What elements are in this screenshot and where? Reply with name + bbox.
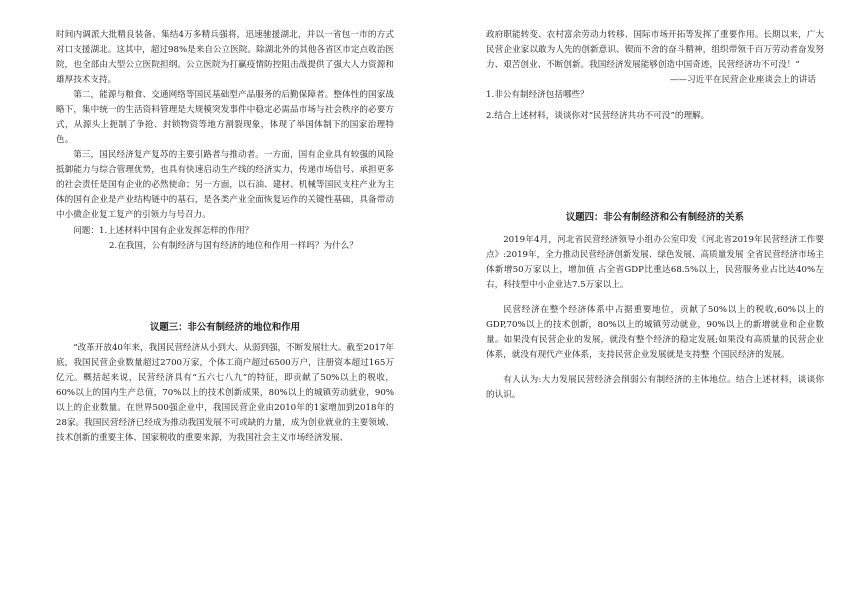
question-2: 2.在我国，公有制经济与国有经济的地位和作用一样吗？为什么？ <box>109 241 358 252</box>
right-paragraph-3: 民营经济在整个经济体系中占据重要地位，贡献了50%以上的税收,60%以上的GDP,70%以上的技术创新，80%以上的城镇劳动就业，90%以上的新增就业和企业数量。如果没有民营企业的发展，就没有整个经济的稳定发展;如果没有高质量的民营企业体系，就没有现代产业体系，支持民营企业发展就是支持整 个国民经济的发展。 <box>486 304 824 360</box>
left-paragraph-2: 第二，能源与粮食、交通网络等国民基础型产品服务的后勤保障者。整体性的国家战略下，集中统一的生活资料管理是大规模突发事件中稳定必需品市场与社会秩序的必要方式，从源头上扼制了争抢、封锁物资等地方割裂现象，体现了举国体制下的国家治理特色。 <box>56 90 394 146</box>
left-paragraph-1: 时间内调派大批精良装备、集结4万多精兵强将，迅速驰援湖北，并以一省包一市的方式对口支援湖北。这其中，超过98%是来自公立医院。除湖北外的其他各省区市定点收治医院，也全部由大型公立医院担纲。公立医院为打赢疫情防控阻击战提供了强大人力资源和雄厚技术支持。 <box>56 30 394 86</box>
right-column <box>486 28 824 403</box>
question-right-1: 1.非公有制经济包括哪些？ <box>486 90 589 101</box>
left-column <box>56 28 394 446</box>
left-paragraph-3: 第三，国民经济复产复苏的主要引路者与推动者。一方面，国有企业具有较强的风险抵御能力与综合管理优势，也具有快速启动生产线的经济实力，传递市场信号、承担更多的社会责任是国有企业的必然使命；另一方面，以石油、建材、机械等国民支柱产业为主体的国有企业是产业结构链中的基石，是各类产业全面恢复运作的关键性基础，具备带动中小微企业复工复产的引领力与号召力。 <box>56 150 394 221</box>
left-paragraph-4: “改革开放40年来，我国民营经济从小到大、从弱到强，不断发展壮大。截至2017年底，我国民营企业数量超过2700万家，个体工商户超过6500万户，注册资本超过165万亿元。概括起来说，民营经济具有“五六七八九”的特征，即贡献了50%以上的税收，60%以上的国内生产总值，70%以上的技术创新成果，80%以上的城镇劳动就业，90%以上的企业数量。在世界500强企业中，我国民营企业由2010年的1家增加到2018年的28家。我国民营经济已经成为推动我国发展不可或缺的力量，成为创业就业的主要领域、技术创新的重要主体、国家税收的重要来源，为我国社会主义市场经济发展、 <box>56 342 394 444</box>
quote-source: ——习近平在民营企业座谈会上的讲话 <box>669 75 816 86</box>
heading-topic-3: 议题三：非公有制经济的地位和作用 <box>149 322 300 334</box>
right-paragraph-1: 政府职能转变、农村富余劳动力转移、国际市场开拓等发挥了重要作用。长期以来，广大民营企业家以敢为人先的创新意识、锲而不舍的奋斗精神，组织带领千百万劳动者奋发努力、艰苦创业、不断创新。我国经济发展能够创造中国奇迹，民营经济功不可没！” <box>486 30 824 71</box>
right-paragraph-2: 2019年4月，河北省民营经济领导小组办公室印发《河北省2019年民营经济工作要点》:2019年，全力推动民营经济创新发展、绿色发展、高质量发展 全省民营经济市场主体新增50万家以上，增加值 占全省GDP比重达68.5%以上，民营服务业占比达40%左右，科技型中小企业达7.5万家以上。 <box>486 234 824 290</box>
right-paragraph-4: 有人认为:大力发展民营经济会削弱公有制经济的主体地位。结合上述材料，谈谈你的认识。 <box>486 374 824 400</box>
heading-topic-4: 议题四：非公有制经济和公有制经济的关系 <box>565 212 745 224</box>
question-right-2: 2.结合上述材料，谈谈你对“民营经济共功不可没”的理解。 <box>486 111 710 122</box>
question-1: 问题：1.上述材料中国有企业发挥怎样的作用？ <box>73 226 254 237</box>
